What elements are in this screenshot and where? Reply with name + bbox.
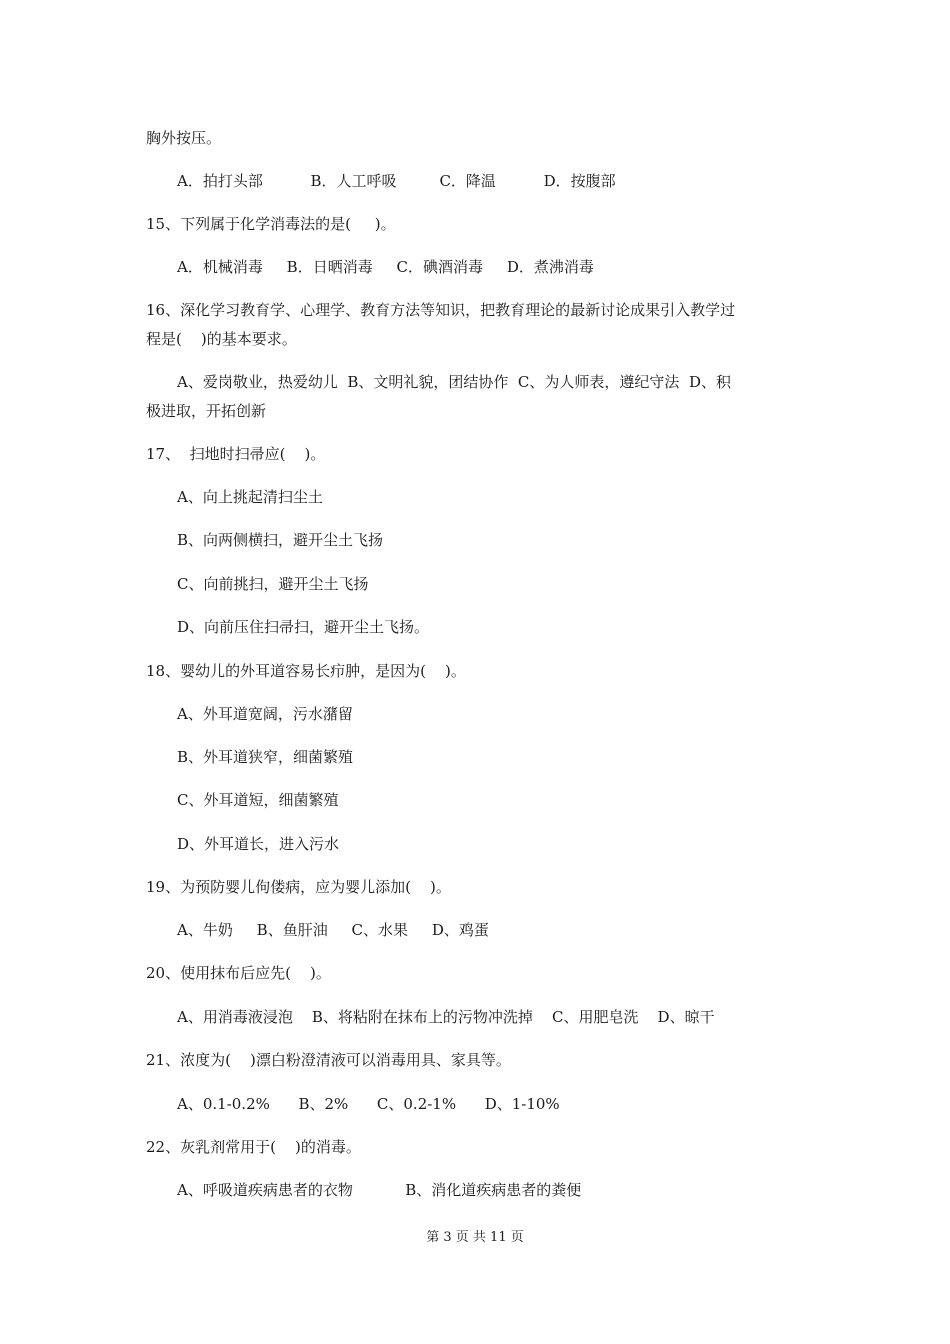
q18-option-c: C、外耳道短，细菌繁殖 bbox=[177, 791, 339, 809]
question-20: 20、使用抹布后应先( )。 bbox=[146, 964, 331, 982]
q16-options: A、爱岗敬业，热爱幼儿 B、文明礼貌，团结协作 C、为人师表，遵纪守法 D、积 bbox=[177, 373, 731, 391]
q17-option-a: A、向上挑起清扫尘土 bbox=[177, 488, 323, 506]
q21-options: A、0.1-0.2% B、2% C、0.2-1% D、1-10% bbox=[177, 1095, 560, 1113]
page-footer: 第 3 页 共 11 页 bbox=[426, 1230, 524, 1245]
question-22: 22、灰乳剂常用于( )的消毒。 bbox=[146, 1138, 361, 1156]
text-line: 胸外按压。 bbox=[146, 129, 222, 147]
question-17: 17、 扫地时扫帚应( )。 bbox=[146, 445, 326, 463]
q22-options: A、呼吸道疾病患者的衣物 B、消化道疾病患者的粪便 bbox=[177, 1181, 582, 1199]
q18-option-a: A、外耳道宽阔，污水潴留 bbox=[177, 705, 353, 723]
question-16-cont: 程是( )的基本要求。 bbox=[146, 330, 297, 348]
q18-option-d: D、外耳道长，进入污水 bbox=[177, 835, 340, 853]
question-21: 21、浓度为( )漂白粉澄清液可以消毒用具、家具等。 bbox=[146, 1051, 511, 1069]
question-15: 15、下列属于化学消毒法的是( )。 bbox=[146, 215, 396, 233]
question-16: 16、深化学习教育学、心理学、教育方法等知识，把教育理论的最新讨论成果引入教学过 bbox=[146, 301, 736, 319]
q14-options: A．拍打头部 B．人工呼吸 C．降温 D．按腹部 bbox=[177, 172, 616, 190]
question-18: 18、婴幼儿的外耳道容易长疖肿，是因为( )。 bbox=[146, 662, 466, 680]
q19-options: A、牛奶 B、鱼肝油 C、水果 D、鸡蛋 bbox=[177, 921, 489, 939]
q16-options-cont: 极进取，开拓创新 bbox=[146, 402, 267, 420]
q17-option-d: D、向前压住扫帚扫，避开尘土飞扬。 bbox=[177, 618, 430, 636]
q17-option-b: B、向两侧横扫，避开尘土飞扬 bbox=[177, 531, 384, 549]
question-19: 19、为预防婴儿佝偻病，应为婴儿添加( )。 bbox=[146, 878, 451, 896]
q18-option-b: B、外耳道狭窄，细菌繁殖 bbox=[177, 748, 354, 766]
q15-options: A．机械消毒 B．日晒消毒 C．碘酒消毒 D．煮沸消毒 bbox=[177, 258, 594, 276]
q17-option-c: C、向前挑扫，避开尘土飞扬 bbox=[177, 575, 369, 593]
q20-options: A、用消毒液浸泡 B、将粘附在抹布上的污物冲洗掉 C、用肥皂洗 D、晾干 bbox=[177, 1008, 715, 1026]
